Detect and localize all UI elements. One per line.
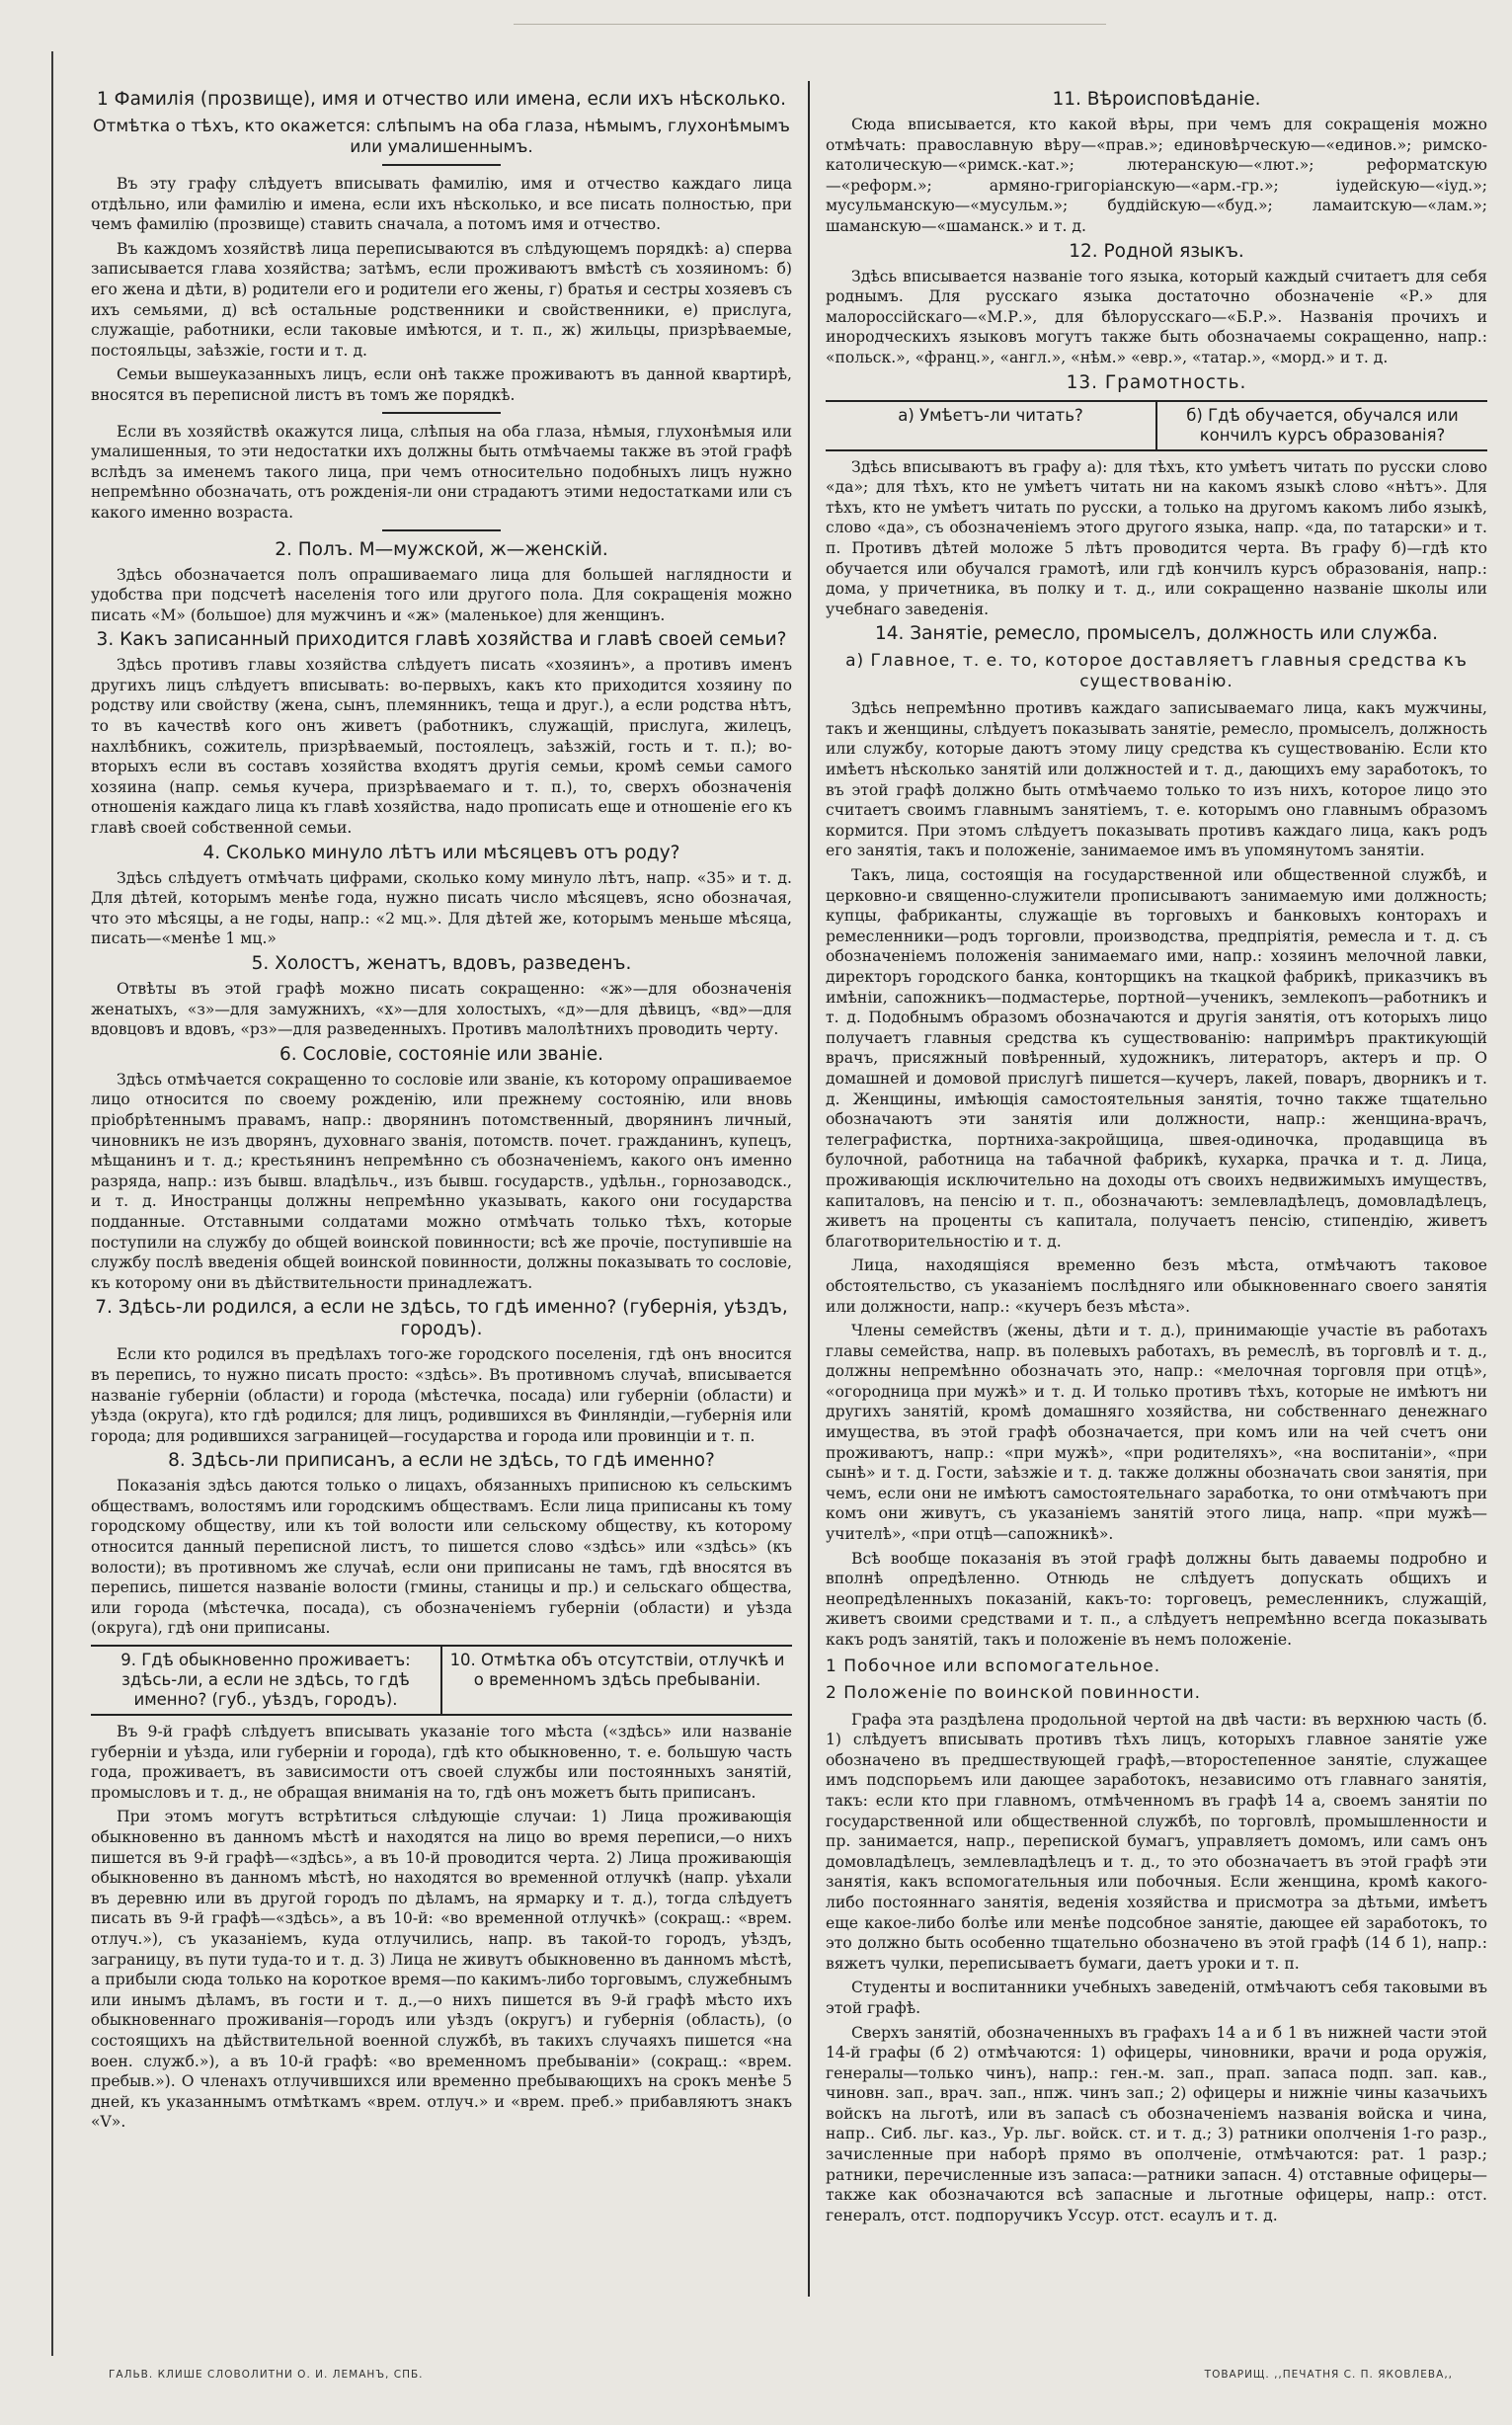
- section-3-title: 3. Какъ записанный приходится главѣ хозяйства и главѣ своей семьи?: [96, 629, 787, 651]
- section-13-header: [826, 400, 1487, 451]
- section-11-para: Сюда вписывается, кто какой вѣры, при чемъ для сокращенія можно отмѣчать: православную вѣру—«прав.»; единовѣрческую—«единов.»; римско-католическую—«римск.-кат.»; лютеранскую—«лют.»; реформатскую—«реформ.»; армяно-григоріанскую—«арм.-гр.»; іудейскую—«іуд.»; мусульманскую—«мусульм.»; буддійскую—«буд.»; ламаитскую—«лам.»; шаманскую—«шаманск.» и т. д.: [826, 116, 1487, 235]
- section-1-para: Въ каждомъ хозяйствѣ лица переписываются въ слѣдующемъ порядкѣ: а) сперва записывается глава хозяйства; затѣмъ, если проживаютъ вмѣстѣ съ хозяиномъ: б) его жена и дѣти, в) родители его и родители его жены, г) братья и сестры хозяевъ съ ихъ семьями, д) всѣ остальные родственники и свойственники, е) прислуга, служащіе, работники, если таковые имѣются, и т. п., ж) жильцы, призрѣваемые, постояльцы, заѣзжіе, гости и т. д.: [91, 239, 792, 360]
- section-14-title: 14. Занятіе, ремесло, промыселъ, должность или служба.: [875, 623, 1438, 645]
- section-14b2-title: 2 Положеніе по воинской повинности.: [826, 1682, 1202, 1703]
- section-14b1-title: 1 Побочное или вспомогательное.: [826, 1656, 1161, 1676]
- section-14-para: Лица, находящіяся временно безъ мѣста, отмѣчаютъ таковое обстоятельство, съ указаніемъ послѣдняго или обыкновеннаго своего занятія или должности, напр.: «кучеръ безъ мѣста».: [826, 1256, 1487, 1316]
- section-13b-title: б) Гдѣ обучается, обучался или кончилъ курсъ образованія?: [1155, 402, 1487, 449]
- section-14-para: Члены семействъ (жены, дѣти и т. д.), принимающіе участіе въ работахъ главы семейства, напр. въ полевыхъ работахъ, въ ремеслѣ, въ торговлѣ и т. д., должны непремѣнно обозначать это, напр.: «мелочная торговля при отцѣ», «огородница при мужѣ» и т. д. И только противъ тѣхъ, которые не имѣютъ ни другихъ занятій, кромѣ домашняго хозяйства, ни собственнаго денежнаго имущества, въ этой графѣ обозначается, при комъ или на чей счетъ они проживаютъ, напр.: «при мужѣ», «при родителяхъ», «на воспитаніи», «при сынѣ» и т. д. Гости, заѣзжіе и т. д. также должны обозначать свои занятія, при чемъ, если они не имѣютъ самостоятельнаго заработка, то они отмѣчаютъ при комъ они живутъ, съ указаніемъ занятій этого лица, напр. «при мужѣ—учителѣ», «при отцѣ—сапожникѣ».: [826, 1322, 1487, 1544]
- section-4-title: 4. Сколько минуло лѣтъ или мѣсяцевъ отъ роду?: [202, 842, 680, 863]
- section-1-para: Въ эту графу слѣдуетъ вписывать фамилію, имя и отчество каждаго лица отдѣльно, или фамилію и имена, если ихъ нѣсколько, и все писать полностью, при чемъ фамилію (прозвище) ставить сначала, а потомъ имя и отчество.: [91, 175, 792, 234]
- section-13-title: 13. Грамотность.: [1066, 371, 1247, 393]
- section-7-title: 7. Здѣсь-ли родился, а если не здѣсь, то гдѣ именно? (губернія, уѣздъ, городъ).: [95, 1297, 788, 1340]
- section-9-para: Въ 9-й графѣ слѣдуетъ вписывать указаніе того мѣста («здѣсь» или названіе губерніи и уѣзда, или губерніи и города), гдѣ кто обыкновенно, т. е. большую часть года, проживаетъ, въ зависимости отъ своей службы или постоянныхъ занятій, промысловъ и т. д., не обращая вниманія на то, гдѣ онъ можетъ быть приписанъ.: [91, 1723, 792, 1802]
- section-11-title: 11. Вѣроисповѣданіе.: [1052, 89, 1261, 110]
- section-8-para: Показанія здѣсь даются только о лицахъ, обязанныхъ приписною къ сельскимъ обществамъ, волостямъ или городскимъ обществамъ. Если лица приписаны къ тому городскому обществу, или къ той волости или сельскому обществу, къ которому относится данный переписной листъ, то пишется слово «здѣсь» или «здѣсь» (къ волости); въ противномъ же случаѣ, если они приписаны не тамъ, гдѣ вносятся въ перепись, пишется названіе волости (гмины, станицы и пр.) и сельскаго общества, или города (мѣстечка, посада), съ обозначеніемъ губерніи (области) и уѣзда (округа), гдѣ они приписаны.: [91, 1477, 792, 1638]
- section-7-para: Если кто родился въ предѣлахъ того-же городского поселенія, гдѣ онъ вносится въ перепись, то нужно писать просто: «здѣсь». Въ противномъ случаѣ, вписывается названіе губерніи (области) и города (мѣстечка, посада) или губерніи (области) и уѣзда (округа), кто гдѣ родился; для лицъ, родившихся въ Финляндіи,—губернія или города; для родившихся заграницей—государства и города или провинціи и т. п.: [91, 1345, 792, 1445]
- column-divider: [808, 81, 810, 2297]
- top-edge-line: [514, 24, 1106, 37]
- section-6-title: 6. Сословіе, состояніе или званіе.: [279, 1043, 603, 1065]
- section-14-para: Такъ, лица, состоящія на государственной или общественной службѣ, и церковно-и священно-служители прописываютъ занимаемую ими должность; купцы, фабриканты, служащіе въ торговыхъ и банковыхъ конторахъ и ремесленники—родъ торговли, производства, предпріятія, ремесла и т. д. съ обозначеніемъ положенія занимаемаго ими, напр.: хозяинъ мелочной лавки, директоръ городского банка, конторщикъ на ткацкой фабрикѣ, приказчикъ въ имѣніи, сапожникъ—подмастерье, портной—ученикъ, землекопъ—работникъ и т. д. Подобнымъ образомъ обозначаются и другія занятія, отъ которыхъ лицо получаетъ главныя средства къ существованію: напримѣръ практикующій врачъ, присяжный повѣренный, художникъ, литераторъ, актеръ и пр. О домашней и домовой прислугѣ пишется—кучеръ, лакей, поваръ, дворникъ и т. д. Женщины, имѣющія самостоятельныя занятія, точно также тщательно обозначаютъ эти занятія или должности, напр.: женщина-врачъ, телеграфистка, портниха-закройщица, швея-одиночка, продавщица въ булочной, работница на табачной фабрикѣ, кухарка, прачка и т. д. Лица, проживающія исключительно на доходы отъ своихъ недвижимыхъ имуществъ, капиталовъ, на пенсію и т. п., обозначаютъ: землевладѣлецъ, домовладѣлецъ, живетъ на проценты съ капитала, получаетъ пенсію, стипендію, живетъ благотворительностію и т. д.: [826, 866, 1487, 1251]
- left-column: [91, 85, 792, 2287]
- section-rule: [382, 164, 501, 166]
- section-2-title: 2. Полъ. М—мужской, ж—женскій.: [275, 538, 608, 560]
- section-14-para: Всѣ вообще показанія въ этой графѣ должны быть даваемы подробно и вполнѣ опредѣленно. Отнюдь не слѣдуетъ допускать общихъ и неопредѣленныхъ показаній, какъ-то: торговецъ, ремесленникъ, служащій, живетъ своими средствами и т. п., а слѣдуетъ непремѣнно всегда показывать какъ родъ занятій, такъ и положеніе въ немъ положеніе.: [826, 1549, 1487, 1649]
- section-13-para: Здѣсь вписываютъ въ графу а): для тѣхъ, кто умѣетъ читать по русски слово «да»; для тѣхъ, кто не умѣетъ читать ни на какомъ языкѣ слово «нѣтъ». Для тѣхъ, кто не умѣетъ читать по русски, а только на другомъ какомъ либо языкѣ, слово «да», съ обозначеніемъ этого другого языка, напр. «да, по татарски» и т. п. Противъ дѣтей моложе 5 лѣтъ проводится черта. Въ графу б)—гдѣ кто обучается или обучался грамотѣ, или гдѣ кончилъ курсъ образованія, напр.: дома, у причетника, въ полку и т. д., или сокращенно названіе школы или учебнаго заведенія.: [826, 457, 1487, 618]
- section-12-title: 12. Родной языкъ.: [1069, 240, 1244, 262]
- section-14-para: Сверхъ занятій, обозначенныхъ въ графахъ 14 а и б 1 въ нижней части этой 14-й графы (б 2) отмѣчаются: 1) офицеры, чиновники, врачи и рода оружія, генералы—только чинъ), напр.: ген.-м. зап., прап. запаса подп. зап. кав., чиновн. зап., врач. зап., нпж. чинъ зап.; 2) офицеры и нижніе чины казачьихъ войскъ на льготѣ, или въ запасѣ съ обозначеніемъ названія войска и чина, напр.. Сиб. льг. каз., Ур. льг. войск. ст. и т. д.; 3) ратники ополченія 1-го разр., зачисленные при наборѣ прямо въ ополченіе, отмѣчаются: рат. 1 разр.; ратники, перечисленные изъ запаса:—ратники запасн. 4) отставные офицеры—также как обозначаются всѣ запасные и льготные офицеры, напр.: отст. генералъ, отст. подпоручикъ Уссур. отст. есаулъ и т. д.: [826, 2023, 1487, 2224]
- section-2-para: Здѣсь обозначается полъ опрашиваемаго лица для большей наглядности и удобства при подсчетѣ населенія того или другого пола. Для сокращенія можно писать «М» (большое) для мужчинъ и «ж» (маленькое) для женщинъ.: [91, 565, 792, 624]
- section-4-para: Здѣсь слѣдуетъ отмѣчать цифрами, сколько кому минуло лѣтъ, напр. «35» и т. д. Для дѣтей, которымъ менѣе года, нужно писать число мѣсяцевъ, ясно обозначая, что это мѣсяцы, а не годы, напр.: «2 мц.». Для дѣтей же, которымъ меньше мѣсяца, писать—«менѣе 1 мц.»: [91, 868, 792, 948]
- section-12-para: Здѣсь вписывается названіе того языка, который каждый считаетъ для себя роднымъ. Для русскаго языка достаточно обозначеніе «Р.» для малороссійскаго—«М.Р.», для бѣлорусскаго—«Б.Р.». Названія прочихъ и инородческихъ языковъ могутъ также быть обозначаемы сокращенно, напр.: «польск.», «франц.», «англ.», «нѣм.» «евр.», «татар.», «морд.» и т. д.: [826, 267, 1487, 366]
- section-9-title: 9. Гдѣ обыкновенно проживаетъ: здѣсь-ли, а если не здѣсь, то гдѣ именно? (губ., уѣздъ, городъ).: [120, 1651, 411, 1710]
- section-5-para: Отвѣты въ этой графѣ можно писать сокращенно: «ж»—для обозначенія женатыхъ, «з»—для замужнихъ, «х»—для холостыхъ, «д»—для дѣвицъ, «вд»—для вдовцовъ и вдовъ, «рз»—для разведенныхъ. Противъ малолѣтнихъ проводить черту.: [91, 980, 792, 1039]
- section-14-para: Графа эта раздѣлена продольной чертой на двѣ части: въ верхнюю часть (б. 1) слѣдуетъ вписывать противъ тѣхъ лицъ, которыхъ главное занятіе уже обозначено въ предшествующей графѣ,—второстепенное занятіе, служащее имъ подспорьемъ или дающее заработокъ, независимо отъ главнаго занятія, такъ: если кто при главномъ, отмѣченномъ въ графѣ 14 а, своемъ занятіи по государственной или общественной службѣ, по торговлѣ, промышленности и пр. занимается, напр., перепиской бумагъ, управляетъ домомъ, или самъ онъ домовладѣлецъ, землевладѣлецъ и т. д., то это обозначаетъ въ этой графѣ эти занятія, какъ вспомогательныя или побочныя. Если женщина, кромѣ какого-либо постояннаго занятія, веденія хозяйства и присмотра за дѣтьми, имѣетъ еще какое-либо болѣе или менѣе подсобное занятіе, дающее ей заработокъ, то это должно быть особенно тщательно обозначено въ этой графѣ (14 б 1), напр.: вяжетъ чулки, переписываетъ бумаги, даетъ уроки и т. п.: [826, 1710, 1487, 1973]
- section-1-para: Если въ хозяйствѣ окажутся лица, слѣпыя на оба глаза, нѣмыя, глухонѣмыя или умалишенныя, то эти недостатки ихъ должны быть отмѣчаемы также въ этой графѣ вслѣдъ за именемъ такого лица, при чемъ относительно подобныхъ лицъ нужно непремѣнно обозначать, отъ рожденія-ли они страдаютъ этими недостатками или съ какого именно возраста.: [91, 422, 792, 522]
- section-8-title: 8. Здѣсь-ли приписанъ, а если не здѣсь, то гдѣ именно?: [168, 1450, 715, 1472]
- section-1-para: Семьи вышеуказанныхъ лицъ, если онѣ также проживаютъ въ данной квартирѣ, вносятся въ переписной листъ въ томъ же порядкѣ.: [91, 365, 792, 404]
- section-14-para: Студенты и воспитанники учебныхъ заведеній, отмѣчаютъ себя таковыми въ этой графѣ.: [826, 1979, 1487, 2017]
- section-10-title: 10. Отмѣтка объ отсутствіи, отлучкѣ и о временномъ здѣсь пребываніи.: [440, 1647, 792, 1714]
- section-1-title: 1 Фамилія (прозвище), имя и отчество или имена, если ихъ нѣсколько.: [97, 89, 786, 110]
- section-3-para: Здѣсь противъ главы хозяйства слѣдуетъ писать «хозяинъ», а противъ именъ другихъ лицъ слѣдуетъ вписывать: во-первыхъ, какъ кто приходится хозяину по родству или свойству (жена, сынъ, племянникъ, теща и друг.), а если родства нѣтъ, то въ качествѣ кого онъ живетъ (работникъ, служащій, прислуга, жилецъ, нахлѣбникъ, сожитель, призрѣваемый, постоялецъ, заѣзжій, гость и т. п.); во-вторыхъ если въ составъ хозяйства входятъ другія семьи, кромѣ семьи самого хозяина (напр. семья кучера, призрѣваемаго и т. п.), то, сверхъ обозначенія отношенія каждаго лица къ главѣ хозяйства, надо прописать еще и отношеніе его къ главѣ своей собственной семьи.: [91, 656, 792, 838]
- section-rule: [382, 412, 501, 414]
- section-9-10-header: [91, 1645, 792, 1716]
- section-rule: [382, 529, 501, 531]
- section-14-para: Здѣсь непремѣнно противъ каждаго записываемаго лица, какъ мужчины, такъ и женщины, слѣдуетъ показывать занятіе, ремесло, промыселъ, должность или службу, которые даютъ этому лицу средства къ существованію. Если кто имѣетъ нѣсколько занятій или должностей и т. д., дающихъ ему заработокъ, то въ этой графѣ должно быть отмѣчаемо только то изъ нихъ, которое лицо это считаетъ своимъ главнымъ занятіемъ, т. е. которымъ оно главнымъ образомъ кормится. При этомъ слѣдуетъ показывать противъ каждаго лица, какъ родъ его занятія, такъ и положеніе, занимаемое имъ въ упомянутомъ занятіи.: [826, 699, 1487, 860]
- section-13a-title: а) Умѣетъ-ли читать?: [898, 405, 1083, 425]
- right-column: [826, 85, 1487, 2287]
- printer-credit-left: ГАЛЬВ. КЛИШЕ СЛОВОЛИТНИ О. И. ЛЕМАНЪ, СПБ.: [109, 2369, 424, 2381]
- section-9-para: При этомъ могутъ встрѣтиться слѣдующіе случаи: 1) Лица проживающія обыкновенно въ данномъ мѣстѣ и находятся на лицо во время переписи,—о нихъ пишется въ 9-й графѣ—«здѣсь», а въ 10-й проводится черта. 2) Лица проживающія обыкновенно въ данномъ мѣстѣ, но находятся во временной отлучкѣ (напр. уѣхали въ деревню или въ другой городъ по дѣламъ, на ярмарку и т. д.), тогда слѣдуетъ писать въ 9-й графѣ—«здѣсь», а въ 10-й: «во временной отлучкѣ» (сокращ.: «врем. отлуч.»), съ указаніемъ, куда отлучились, напр. въ такой-то городъ, уѣздъ, заграницу, въ пути туда-то и т. д. 3) Лица не живутъ обыкновенно въ данномъ мѣстѣ, а прибыли сюда только на короткое время—по какимъ-либо торговымъ, служебнымъ или инымъ дѣламъ, въ гости и т. д.,—о нихъ пишется въ 9-й графѣ мѣсто ихъ обыкновеннаго проживанія—городъ или уѣздъ (округъ) и губернія (область), (о состоящихъ на дѣйствительной военной службѣ, въ такихъ случаяхъ пишется «на воен. служб.»), а въ 10-й графѣ: «во временномъ пребываніи» (сокращ.: «врем. пребыв.»). О членахъ отлучившихся или временно пребывающихъ на срокъ менѣе 5 дней, къ указаннымъ отмѣткамъ «врем. отлуч.» и «врем. преб.» прибавляютъ знакъ «V».: [91, 1808, 792, 2132]
- section-1-subtitle: Отмѣтка о тѣхъ, кто окажется: слѣпымъ на оба глаза, нѣмымъ, глухонѣмымъ или умалишеннымъ.: [93, 117, 790, 157]
- section-5-title: 5. Холостъ, женатъ, вдовъ, разведенъ.: [251, 953, 632, 974]
- printer-credit-right: ТОВАРИЩ. ,,ПЕЧАТНЯ С. П. ЯКОВЛЕВА,,: [1204, 2369, 1453, 2381]
- section-14-subtitle: а) Главное, т. е. то, которое доставляетъ главныя средства къ существованію.: [845, 651, 1468, 692]
- section-6-para: Здѣсь отмѣчается сокращенно то сословіе или званіе, къ которому опрашиваемое лицо относится по своему рожденію, или прежнему состоянію, или вновь пріобрѣтеннымъ правамъ, напр.: дворянинъ потомственный, дворянинъ личный, чиновникъ не изъ дворянъ, духовнаго званія, потомств. почет. гражданинъ, купецъ, мѣщанинъ и т. д.; крестьянинъ непремѣнно съ обозначеніемъ, какого онъ именно разряда, напр.: изъ бывш. владѣльч., изъ бывш. государств., удѣльн., горнозаводск., и т. д. Иностранцы должны непремѣнно указывать, какого они государства подданные. Отставными солдатами можно отмѣчать только тѣхъ, которые поступили на службу до общей воинской повинности; всѣ же прочіе, поступившіе на службу послѣ введенія общей воинской повинности, должны показывать то сословіе, къ которому они въ дѣйствительности принадлежатъ.: [91, 1070, 792, 1292]
